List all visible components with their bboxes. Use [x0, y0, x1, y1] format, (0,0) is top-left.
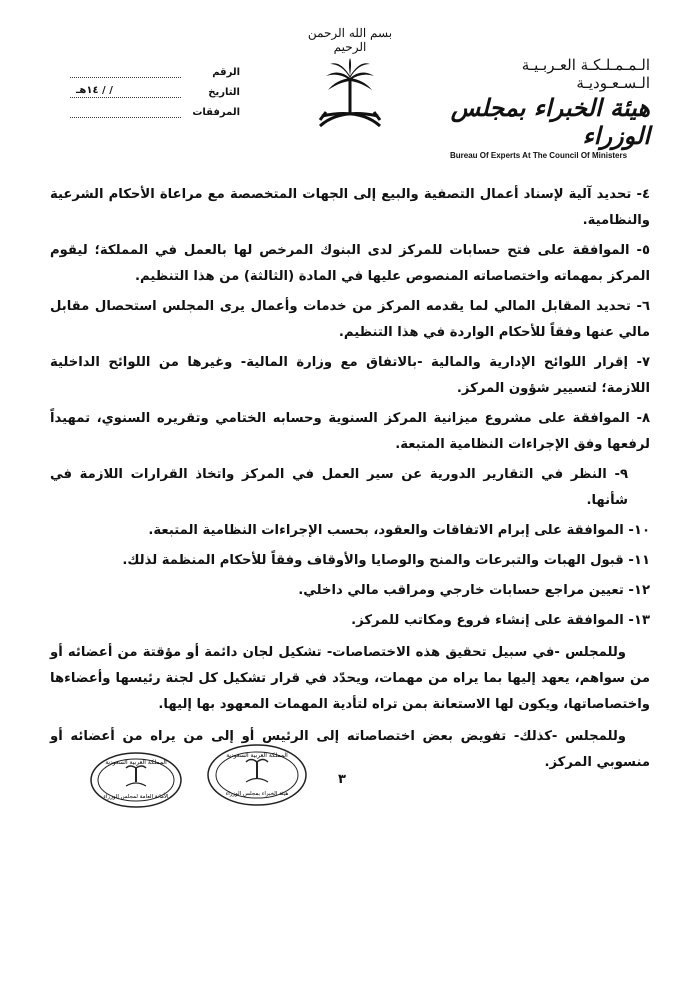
- attachments-label: المرفقات: [192, 106, 240, 118]
- item-number: ٤-: [636, 187, 650, 202]
- bureau-name-english: Bureau Of Experts At The Council Of Ministers: [450, 151, 628, 160]
- list-item: [50, 294, 650, 346]
- list-item: [50, 238, 650, 290]
- date-field: [70, 82, 240, 102]
- item-text: الموافقة على إبرام الاتفاقات والعقود، بحسب الإجراءات النظامية المتبعة.: [148, 523, 624, 538]
- item-text: تحديد آلية لإسناد أعمال التصفية والبيع إلى الجهات المتخصصة مع مراعاة الأحكام الشرعية والنظامية.: [50, 187, 650, 228]
- item-number: ٧-: [636, 355, 651, 370]
- item-text: الموافقة على فتح حسابات للمركز لدى البنوك المرخص لها بالعمل في المملكة؛ ليقوم المركز بمهماته واختصاصاته المنصوص عليها في المادة (الثالثة) من هذا التنظيم.: [50, 243, 650, 284]
- bureau-name-arabic: هيئة الخبراء بمجلس الوزراء: [450, 93, 650, 150]
- number-label: الرقم: [212, 66, 240, 78]
- stamp1-top-text: المملكة العربية السعودية: [105, 759, 167, 766]
- item-number: ٨-: [636, 411, 651, 426]
- date-label: التاريخ: [208, 86, 240, 98]
- item-text: تعيين مراجع حسابات خارجي ومراقب مالي داخلي.: [298, 583, 624, 598]
- list-item: [50, 578, 650, 604]
- item-text: الموافقة على مشروع ميزانية المركز السنوية وحسابه الختامي وتقريره السنوي، تمهيداً لرفعها وفق الإجراءات النظامية المتبعة.: [50, 411, 650, 452]
- item-number: ١٢-: [628, 583, 650, 598]
- item-number: ٥-: [636, 243, 650, 258]
- number-field: [70, 62, 240, 82]
- page-number: ٣: [338, 772, 346, 787]
- kingdom-name: الـمـمـلـكـة العـربـيـة الـسـعـوديـة: [521, 56, 650, 92]
- list-item: [50, 182, 650, 234]
- list-item: [50, 518, 650, 544]
- bureau-stamp-icon: [205, 742, 309, 808]
- item-text: قبول الهبات والتبرعات والمنح والوصايا والأوقاف وفقاً للأحكام المنظمة لذلك.: [122, 553, 624, 568]
- item-number: ١٣-: [628, 613, 650, 628]
- list-item: [50, 608, 650, 634]
- paragraph-delegation: وللمجلس -كذلك- تفويض بعض اختصاصاته إلى الرئيس أو إلى من يراه من أعضائه أو منسوبي المركز.: [50, 729, 650, 770]
- basmala: بسم الله الرحمن الرحيم: [307, 26, 393, 54]
- list-item: [50, 406, 650, 458]
- item-text: تحديد المقابل المالي لما يقدمه المركز من خدمات وأعمال يرى المجلس استحصال مقابل مالي عنها وفقاً للأحكام الواردة في هذا التنظيم.: [50, 299, 650, 340]
- date-value: / / ١٤هـ: [76, 84, 113, 96]
- item-text: النظر في التقارير الدورية عن سير العمل في المركز واتخاذ القرارات اللازمة في شأنها.: [50, 467, 628, 508]
- item-text: إقرار اللوائح الإدارية والمالية -بالاتفاق مع وزارة المالية- وغيرها من اللوائح الداخلية اللازمة؛ لتسيير شؤون المركز.: [50, 355, 650, 396]
- attachments-field: [70, 102, 240, 122]
- stamp2-top-text: المملكة العربية السعودية: [226, 752, 288, 759]
- list-item: [50, 462, 650, 514]
- item-number: ١١-: [628, 553, 650, 568]
- stamp2-bottom-text: هيئة الخبراء بمجلس الوزراء: [225, 791, 289, 797]
- letterhead-emblem: [290, 26, 410, 136]
- list-item: [50, 350, 650, 402]
- item-number: ١٠-: [628, 523, 650, 538]
- reference-fields: [70, 62, 240, 122]
- letterhead-org: [450, 56, 650, 160]
- document-body: [50, 182, 650, 780]
- general-secretariat-stamp-icon: [88, 750, 184, 810]
- item-number: ٦-: [636, 299, 651, 314]
- paragraph-committees: وللمجلس -في سبيل تحقيق هذه الاختصاصات- تشكيل لجان دائمة أو مؤقتة من أعضائه أو من سواهم، يعهد إليها بما يراه من مهمات، ويحدّد في قرار تشكيل كل لجنة رئيسها وأعضاءها واختصاصاتها، ويكون لها الاستعانة بمن تراه لتأدية المهمات المعهود بها إليها.: [50, 645, 650, 712]
- palm-swords-emblem-icon: [310, 56, 390, 136]
- item-text: الموافقة على إنشاء فروع ومكاتب للمركز.: [351, 613, 624, 628]
- list-item: [50, 548, 650, 574]
- item-number: ٩-: [614, 467, 628, 482]
- stamp1-bottom-text: الأمانة العامة لمجلس الوزراء: [103, 794, 169, 800]
